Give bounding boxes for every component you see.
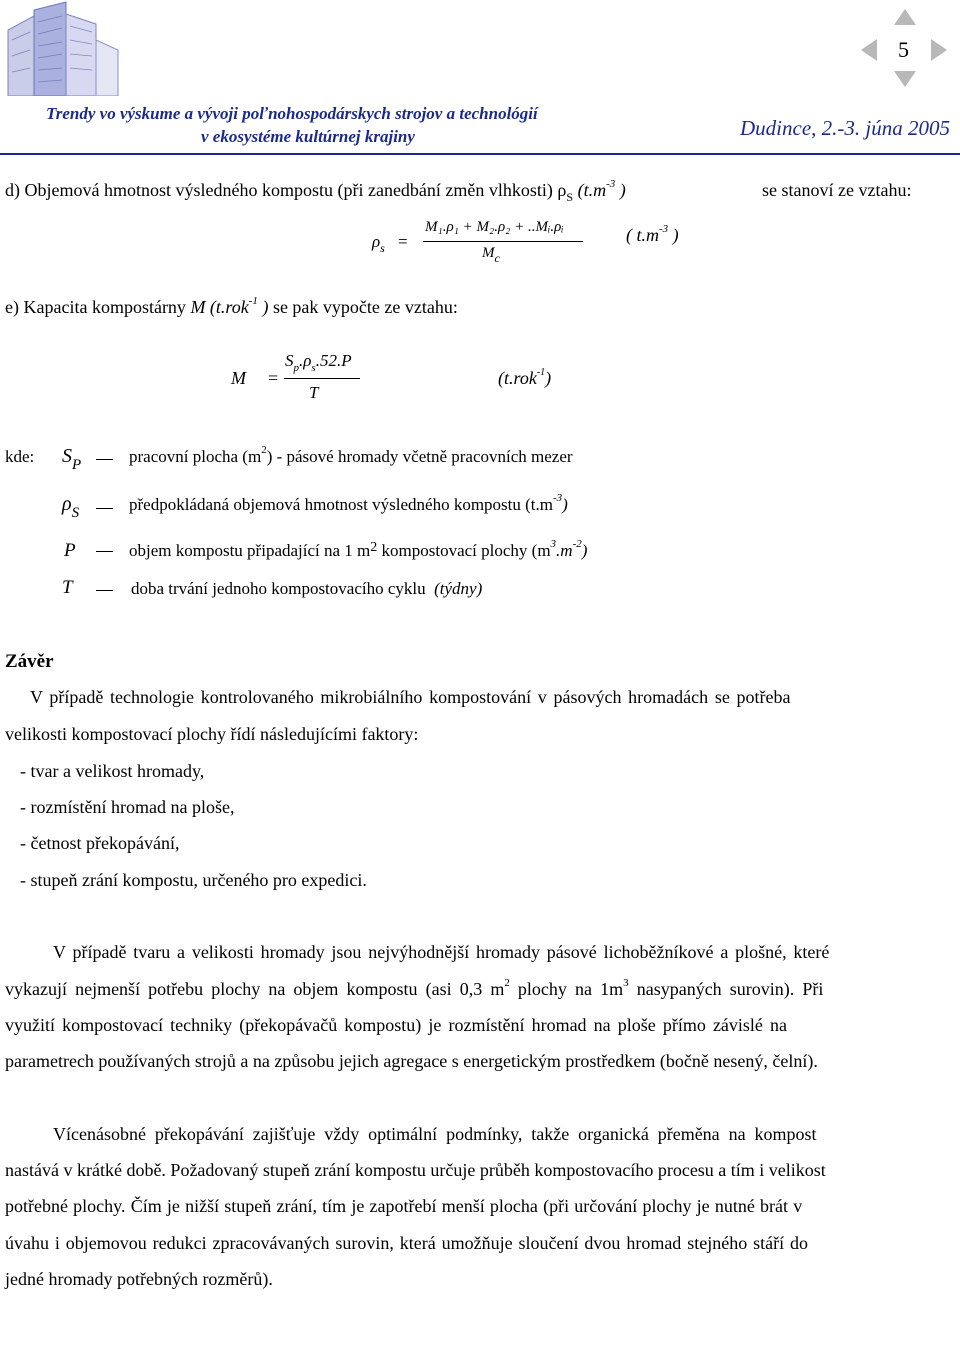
def-text2: ) - pásové hromady včetně pracovních mezer	[266, 447, 573, 466]
def-exp: -3	[553, 492, 563, 504]
conference-title-line2: v ekosystéme kultúrnej krajiny	[201, 127, 415, 146]
page-number: 5	[898, 37, 909, 62]
formula-unit: ( t.m	[626, 225, 659, 245]
factor-item: - četnost překopávání,	[20, 833, 180, 853]
def-text2: (týdny)	[434, 579, 483, 598]
formula-m-eq: =	[268, 368, 279, 388]
formula-eq: =	[398, 232, 408, 251]
section-e-unit-close: )	[257, 297, 269, 317]
paragraph3-line5: jedné hromady potřebných rozměrů).	[5, 1269, 273, 1289]
section-e-tail: se pak vypočte ze vztahu:	[268, 297, 458, 317]
def-text3: .m	[556, 541, 573, 560]
formula-m-unit: (t.rok	[498, 368, 537, 388]
unit-close: )	[615, 180, 626, 200]
paragraph2-line4: parametrech používaných strojů a na způsobu jejich agregace s energetickým prostředkem (bočně nesený, čelní).	[5, 1051, 818, 1071]
def-text: objem kompostu připadající na 1 m	[129, 541, 371, 560]
fraction-bar	[423, 241, 583, 242]
paragraph3-line3: potřebné plochy. Čím je nižší stupeň zrání, tím je zapotřebí menší plocha (při určování plochy je nutné brát v	[5, 1196, 803, 1216]
formula-m-lhs: M	[231, 368, 246, 388]
def-exp: 2	[370, 540, 378, 555]
formula-m-num-rest: .52.P	[315, 351, 352, 370]
header-divider	[0, 153, 960, 155]
fraction-bar-m	[284, 378, 360, 379]
def-dash	[96, 551, 113, 552]
formula-denominator: M	[482, 245, 495, 261]
paragraph3-line2: nastává v krátké době. Požadovaný stupeň zrání kompostu určuje průběh kompostovacího procesu a tím i velikost	[5, 1160, 826, 1180]
formula-unit-exp: -3	[659, 223, 669, 235]
def-symbol-sub: S	[71, 505, 80, 521]
section-d-tail: se stanoví ze vztahu:	[762, 180, 912, 200]
unit-text: (t.m	[573, 180, 607, 200]
formula-lhs-sub: s	[380, 241, 385, 255]
definitions-label: kde:	[5, 447, 35, 466]
intro-line1: V případě technologie kontrolovaného mikrobiálního kompostování v pásových hromadách se potřeba	[30, 687, 791, 707]
left-arrow-icon[interactable]	[860, 38, 878, 62]
section-e-unit: M (t.rok	[190, 297, 249, 317]
formula-m-num-rho: .ρ	[299, 351, 312, 370]
def-symbol: T	[62, 577, 73, 598]
section-e-text: e) Kapacita kompostárny	[5, 297, 191, 317]
def-text: pracovní plocha (m	[129, 447, 262, 466]
def-dash	[96, 459, 113, 460]
rho-subscript: S	[566, 190, 574, 204]
factor-item: - stupeň zrání kompostu, určeného pro expedici.	[20, 870, 367, 890]
def-text: doba trvání jednoho kompostovacího cyklu	[131, 579, 426, 598]
building-logo-icon	[4, 0, 122, 96]
def-dash	[96, 508, 113, 509]
def-exp3: -2	[572, 538, 582, 550]
def-symbol: P	[64, 540, 76, 561]
formula-m-den: T	[309, 383, 319, 402]
conclusion-heading: Závěr	[5, 651, 54, 672]
intro-line2: velikosti kompostovací plochy řídí následujícími faktory:	[5, 724, 419, 744]
paragraph3-line1: Vícenásobné překopávání zajišťuje vždy optimální podmínky, takže organická přeměna na kompost	[53, 1124, 817, 1144]
section-d-text: d) Objemová hmotnost výsledného kompostu (při zanedbání změn vlhkosti) ρ	[5, 180, 567, 200]
down-arrow-icon[interactable]	[893, 70, 917, 88]
def-text2: )	[562, 495, 568, 514]
paragraph2-line2: vykazují nejmenší potřebu plochy na objem kompostu (asi 0,3 $m^2$ plochy na $1m^3$ nasypaných surovin). Při	[5, 977, 824, 999]
def-symbol: S	[62, 445, 72, 467]
paragraph2-line3: využití kompostovací techniky (překopávačů kompostu) je rozmístění hromad na ploše přímo závislé na	[5, 1015, 788, 1035]
def-exp2: 3	[550, 538, 557, 550]
formula-m-unit-exp: -1	[536, 367, 546, 378]
def-symbol: ρ	[62, 493, 72, 515]
unit-exponent: -3	[606, 178, 616, 190]
def-text: předpokládaná objemová hmotnost výsledného kompostu (t.m	[129, 495, 553, 514]
formula-m-num: S	[285, 351, 294, 370]
conference-title-line1: Trendy vo výskume a vývoji poľnohospodárskych strojov a technológií	[46, 104, 538, 123]
formula-m-num-sub-s: s	[311, 362, 316, 374]
formula-m-unit-close: )	[545, 368, 552, 388]
up-arrow-icon[interactable]	[893, 8, 917, 26]
right-arrow-icon[interactable]	[930, 38, 948, 62]
formula-lhs: ρ	[372, 232, 381, 251]
def-text4: )	[581, 541, 588, 560]
section-e-unit-exp: -1	[248, 295, 258, 307]
formula-m-num-sub: p	[293, 362, 299, 374]
formula-unit-close: )	[668, 225, 679, 245]
def-symbol-sub: P	[72, 457, 82, 473]
def-exp: 2	[261, 444, 267, 456]
paragraph3-line4: úvahu i objemovou redukci zpracovávaných surovin, která umožňuje sloučení dvou hromad stejného stáří do	[5, 1233, 808, 1253]
factor-item: - rozmístění hromad na ploše,	[20, 797, 235, 817]
paragraph2-line1: V případě tvaru a velikosti hromady jsou nejvýhodnější hromady pásové lichoběžníkové a plošné, které	[53, 942, 830, 962]
section-d-line	[5, 178, 626, 204]
section-e-line	[5, 297, 458, 318]
def-text2: kompostovací plochy (m	[377, 541, 551, 560]
factor-item: - tvar a velikost hromady,	[20, 761, 205, 781]
formula-numerator: M₁.ρ₁ + M₂.ρ₂ + ..Mᵢ.ρᵢ	[425, 219, 564, 235]
def-dash	[96, 590, 113, 591]
formula-denominator-sub: c	[494, 251, 500, 265]
place-date: Dudince, 2.-3. júna 2005	[740, 116, 950, 140]
